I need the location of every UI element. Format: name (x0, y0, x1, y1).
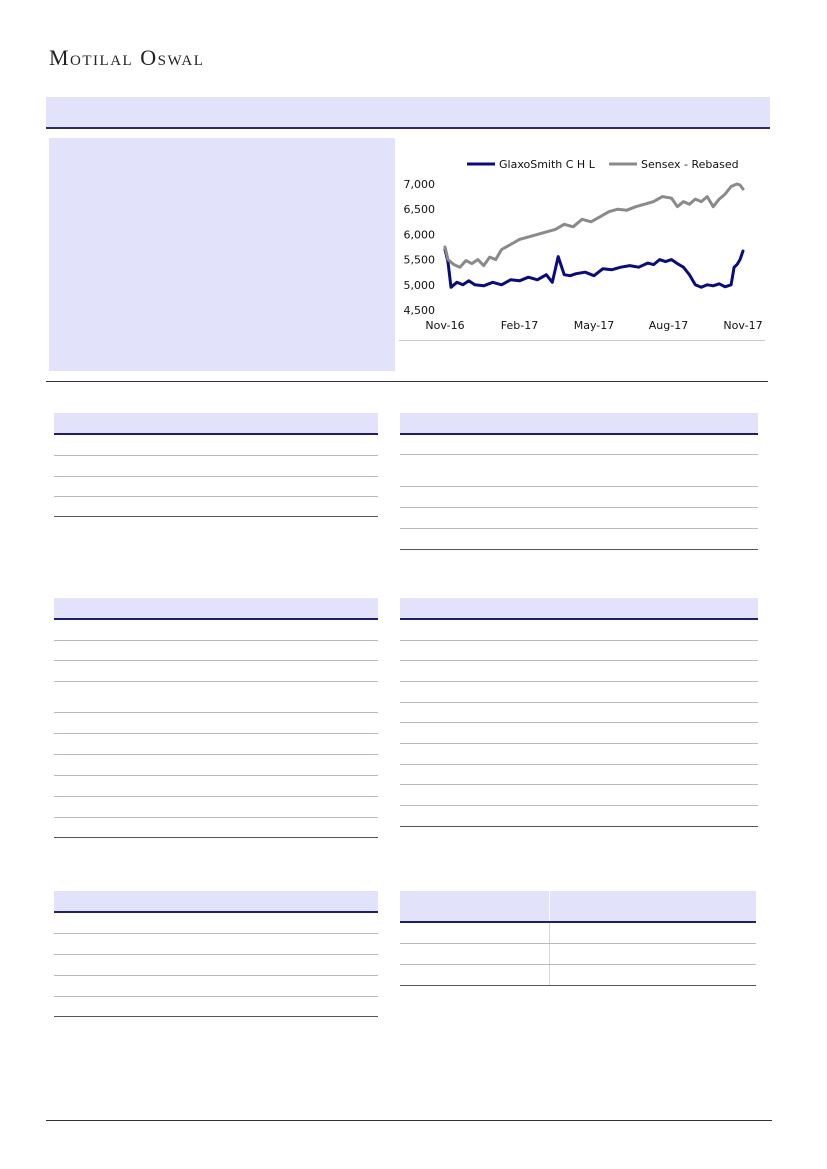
table-left-2 (54, 598, 378, 838)
column-divider (549, 891, 550, 921)
table-row (400, 641, 758, 661)
table-row (54, 934, 378, 955)
table-row (54, 620, 378, 641)
x-tick-label: Aug-17 (648, 319, 689, 332)
legend-label: Sensex - Rebased (641, 158, 739, 171)
table-row (54, 435, 378, 456)
y-tick-label: 7,000 (403, 178, 435, 191)
section-divider (46, 381, 768, 382)
y-tick-label: 5,500 (403, 253, 435, 267)
table-header (54, 598, 378, 620)
table-row (54, 734, 378, 755)
table-row (54, 456, 378, 477)
table-row (400, 682, 758, 703)
table-row (400, 785, 758, 806)
table-right-3 (400, 891, 756, 986)
table-row (54, 477, 378, 497)
y-tick-label: 4,500 (403, 304, 435, 317)
table-row (54, 955, 378, 976)
table-row (400, 723, 758, 744)
table-row (54, 682, 378, 713)
table-left-3 (54, 891, 378, 1017)
series-line-sensex (445, 184, 743, 267)
table-row (54, 776, 378, 797)
title-band (46, 97, 770, 129)
column-divider (549, 944, 550, 964)
table-row (400, 620, 758, 641)
table-right-1 (400, 413, 758, 550)
table-header (400, 598, 758, 620)
table-row (54, 976, 378, 997)
table-row (54, 713, 378, 734)
table-row (54, 755, 378, 776)
table-left-1 (54, 413, 378, 517)
footer-divider (46, 1120, 772, 1121)
brand-logo: Motilal Oswal (49, 45, 205, 70)
table-row (54, 913, 378, 934)
table-row (54, 641, 378, 661)
y-tick-label: 5,000 (403, 278, 435, 292)
table-header (54, 891, 378, 913)
table-row (400, 529, 758, 550)
table-row (400, 923, 756, 944)
table-row (400, 744, 758, 765)
table-header (400, 413, 758, 435)
table-row (400, 508, 758, 529)
table-row (400, 765, 758, 785)
table-row (54, 797, 378, 818)
table-row (400, 435, 758, 455)
x-tick-label: May-17 (573, 319, 615, 332)
y-tick-label: 6,000 (403, 228, 435, 242)
table-row (400, 965, 756, 986)
table-row (400, 944, 756, 965)
x-tick-label: Nov-17 (723, 319, 763, 332)
table-header (54, 413, 378, 435)
company-info-box (49, 138, 395, 371)
table-row (54, 661, 378, 682)
table-row (400, 455, 758, 487)
chart-svg (399, 152, 765, 340)
y-tick-label: 6,500 (403, 203, 435, 217)
table-row (400, 703, 758, 723)
series-line-glaxosmith (445, 250, 743, 288)
table-row (400, 806, 758, 827)
x-tick-label: Nov-16 (425, 319, 465, 332)
table-row (400, 661, 758, 682)
table-row (54, 497, 378, 517)
table-row (54, 997, 378, 1017)
table-row (54, 818, 378, 838)
x-tick-label: Feb-17 (500, 319, 539, 332)
legend-label: GlaxoSmith C H L (499, 158, 595, 171)
table-row (400, 487, 758, 508)
stock-performance-chart (399, 152, 765, 341)
table-header (400, 891, 756, 923)
table-right-2 (400, 598, 758, 827)
column-divider (549, 923, 550, 943)
column-divider (549, 965, 550, 985)
